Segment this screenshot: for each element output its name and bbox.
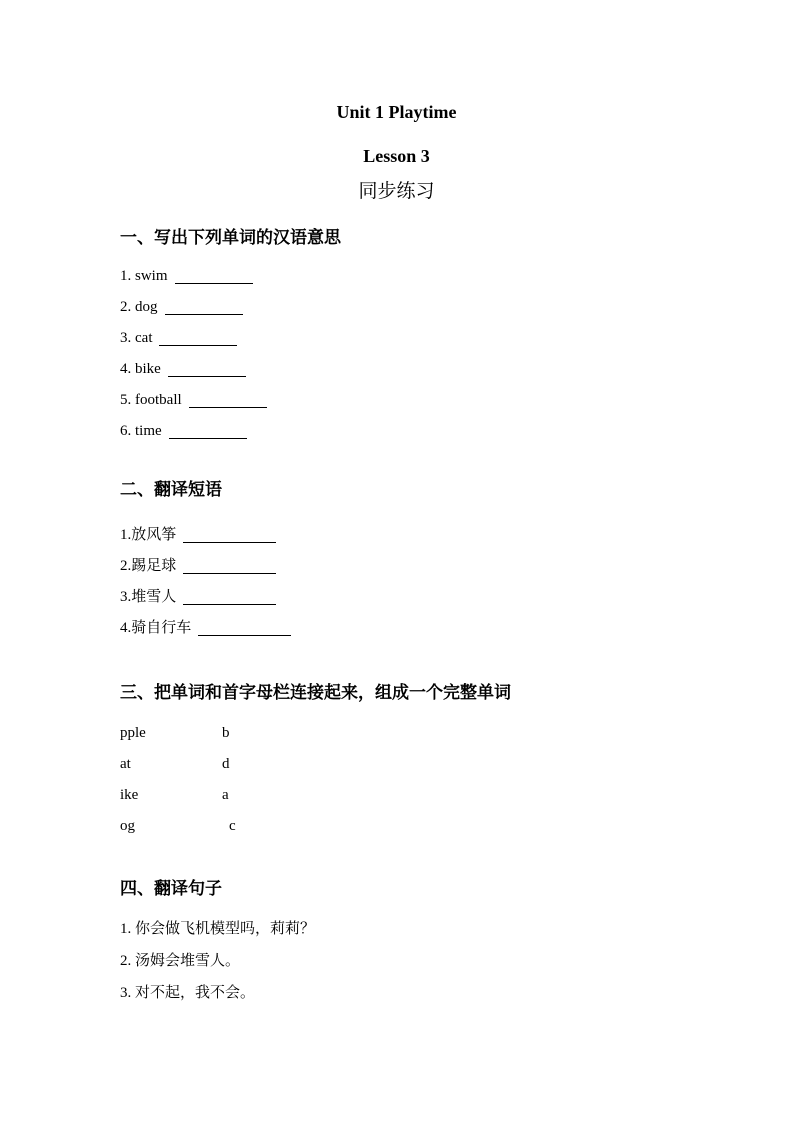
match-word: at: [120, 756, 131, 773]
section2-body: [120, 528, 673, 636]
answer-blank: [165, 300, 243, 315]
match-row: [120, 788, 673, 803]
match-word: ike: [120, 787, 139, 804]
section3-heading: 三、把单词和首字母栏连接起来，组成一个完整单词: [120, 683, 511, 703]
phrase-item: [120, 621, 673, 636]
vocab-item-label: 6. time: [120, 422, 162, 439]
match-letter: a: [222, 787, 229, 804]
phrase-item-label: 4.骑自行车: [120, 620, 192, 637]
match-letter: b: [222, 725, 230, 742]
match-row: [120, 819, 673, 834]
match-letter: c: [229, 818, 236, 835]
worksheet-subtitle: 同步练习: [358, 181, 435, 202]
answer-blank: [183, 590, 276, 605]
match-row: [120, 726, 673, 741]
answer-blank: [175, 269, 253, 284]
answer-blank: [183, 528, 276, 543]
sentence-item: 2. 汤姆会堆雪人。: [120, 952, 241, 969]
section1-body: [120, 269, 673, 439]
phrase-item: [120, 590, 673, 605]
sentence-item: 3. 对不起，我不会。: [120, 984, 256, 1001]
vocab-item: [120, 331, 673, 346]
match-row: [120, 757, 673, 772]
answer-blank: [198, 621, 291, 636]
vocab-item: [120, 269, 673, 284]
vocab-item-label: 1. swim: [120, 267, 168, 284]
sentence-item: 1. 你会做飞机模型吗，莉莉？: [120, 920, 316, 937]
vocab-item-label: 4. bike: [120, 360, 161, 377]
answer-blank: [189, 393, 267, 408]
phrase-item: [120, 559, 673, 574]
vocab-item-label: 3. cat: [120, 329, 153, 346]
section4-heading: 四、翻译句子: [120, 879, 222, 899]
vocab-item: [120, 393, 673, 408]
match-letter: d: [222, 756, 230, 773]
section3-body: [120, 726, 673, 834]
answer-blank: [159, 331, 237, 346]
section1-heading: 一、写出下列单词的汉语意思: [120, 228, 341, 247]
match-word: pple: [120, 725, 146, 742]
answer-blank: [169, 424, 247, 439]
match-word: og: [120, 818, 135, 835]
vocab-item-label: 2. dog: [120, 298, 158, 315]
vocab-item: [120, 362, 673, 377]
answer-blank: [168, 362, 246, 377]
section2-heading: 二、翻译短语: [120, 479, 222, 499]
vocab-item: [120, 424, 673, 439]
unit-title: Unit 1 Playtime: [336, 102, 457, 122]
vocab-item-label: 5. football: [120, 391, 182, 408]
section4-body: [120, 922, 673, 1001]
phrase-item-label: 1.放风筝: [120, 527, 177, 544]
phrase-item-label: 3.堆雪人: [120, 589, 177, 606]
phrase-item: [120, 528, 673, 543]
lesson-title: Lesson 3: [363, 146, 430, 166]
phrase-item-label: 2.踢足球: [120, 558, 177, 575]
answer-blank: [183, 559, 276, 574]
vocab-item: [120, 300, 673, 315]
